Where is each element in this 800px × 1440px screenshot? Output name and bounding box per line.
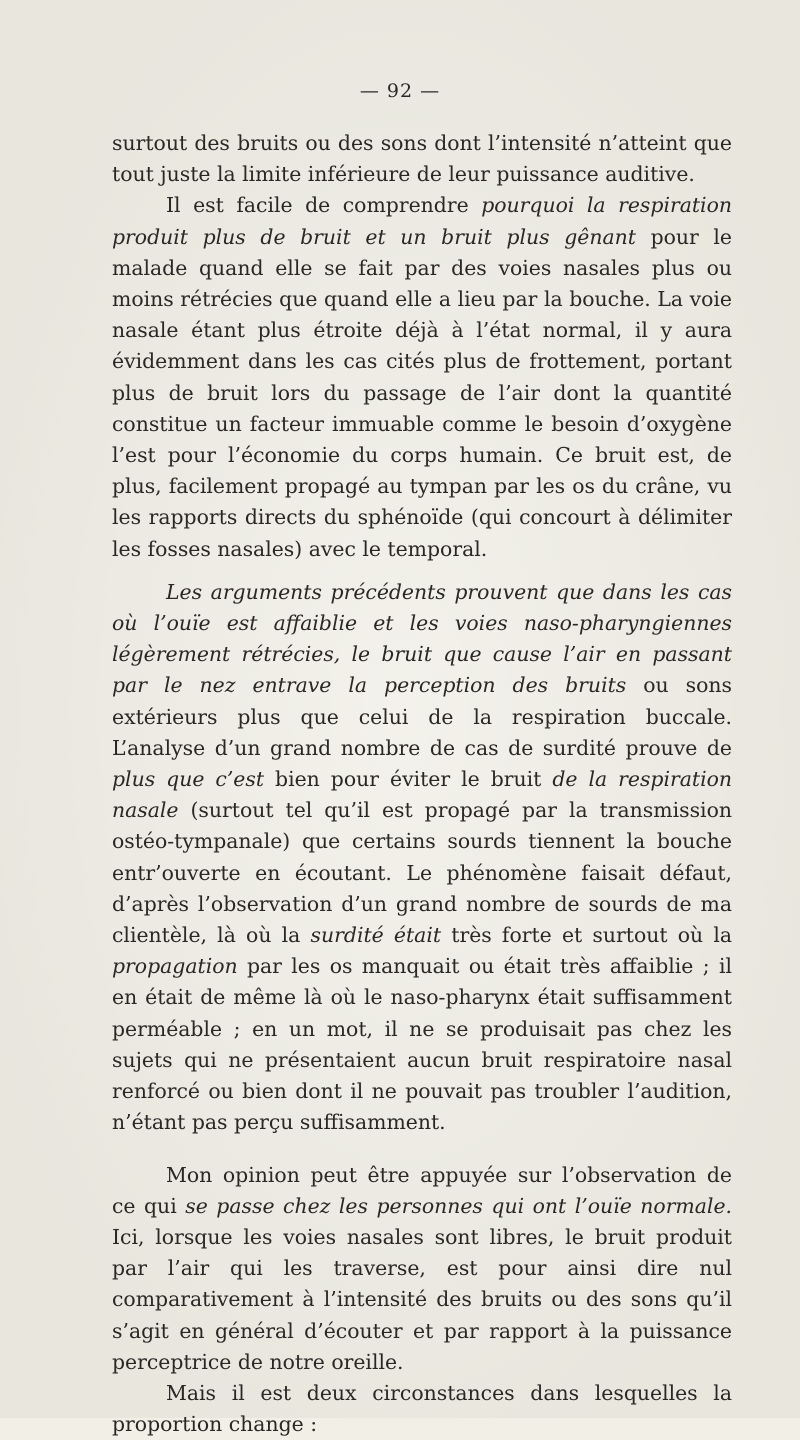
text-segment: bien pour éviter le bruit	[264, 767, 553, 792]
italic-segment: propagation	[112, 954, 238, 979]
text-segment: par les os manquait ou était très affaiblie ; il en était de même là où le naso-pharynx était suffisamment perméable ; en un mot, il ne se produisait pas chez les sujets qui ne présentaient aucun bruit respiratoire nasal renforcé ou bien dont il ne pouvait pas troubler l’audition, n’étant pas perçu suffisamment.	[112, 954, 732, 1135]
italic-segment: pourquoi la respiration produit plus de bruit et un bruit plus gênant	[112, 193, 732, 249]
text-segment: ou sons extérieurs plus que celui de la respiration buccale. L’analyse d’un grand nombre de cas de surdité prouve de	[112, 673, 732, 760]
text-segment: (surtout tel qu’il est propagé par la transmission ostéo-tympanale) que certains sourds tiennent la bouche entr’ouverte en écoutant. Le phénomène faisait défaut, d’après l’observation d’un grand nombre de sourds de ma clientèle, là où la	[112, 798, 732, 948]
text-segment: surtout des bruits ou des sons dont l’intensité n’atteint que tout juste la limite inférieure de leur puissance auditive.	[112, 131, 732, 187]
text-segment: très forte et surtout où la	[441, 923, 733, 948]
paragraph-gap	[112, 565, 732, 577]
text-segment: Il est facile de comprendre	[166, 193, 482, 218]
paragraph-1	[112, 128, 732, 190]
body-text	[112, 128, 732, 1440]
text-segment: Mon opinion peut être appuyée sur l’observation de ce qui	[112, 1162, 732, 1218]
text-segment: Ici, lorsque les voies nasales sont libres, le bruit produit par l’air qui les traverse, est pour ainsi dire nul comparativement à l’intensité des bruits ou des sons qu’il s’agit en général d’écouter et par rapport à la puissance perceptrice de notre oreille.	[112, 1224, 732, 1374]
italic-segment: plus que c’est	[112, 767, 265, 792]
italic-segment: surdité était	[310, 923, 442, 948]
italic-segment: Les arguments précédents prouvent que dans les cas où l’ouïe est affaiblie et les voies naso-pharyngiennes légèrement rétrécies, le bruit que cause l’air en passant par le nez entrave la perception des bruits	[112, 579, 732, 698]
page-number: — 92 —	[359, 80, 441, 102]
paragraph-4	[112, 1160, 732, 1378]
paragraph-2	[112, 190, 732, 564]
text-segment: Mais il est deux circonstances dans lesquelles la proportion change :	[112, 1380, 732, 1437]
paragraph-3	[112, 577, 732, 1139]
italic-segment: de la respiration nasale	[112, 767, 733, 823]
italic-segment: se passe chez les personnes qui ont l’ouïe normale.	[185, 1193, 732, 1218]
text-segment: pour le malade quand elle se fait par des voies nasales plus ou moins rétrécies que quand elle a lieu par la bouche. La voie nasale étant plus étroite déjà à l’état normal, il y aura évidemment dans les cas cités plus de frottement, portant plus de bruit lors du passage de l’air dont la quantité constitue un facteur immuable comme le besoin d’oxygène l’est pour l’économie du corps humain. Ce bruit est, de plus, facilement propagé au tympan par les os du crâne, vu les rapports directs du sphénoïde (qui concourt à délimiter les fosses nasales) avec le temporal.	[112, 224, 732, 561]
paragraph-5	[112, 1378, 732, 1440]
paragraph-gap	[112, 1139, 732, 1160]
